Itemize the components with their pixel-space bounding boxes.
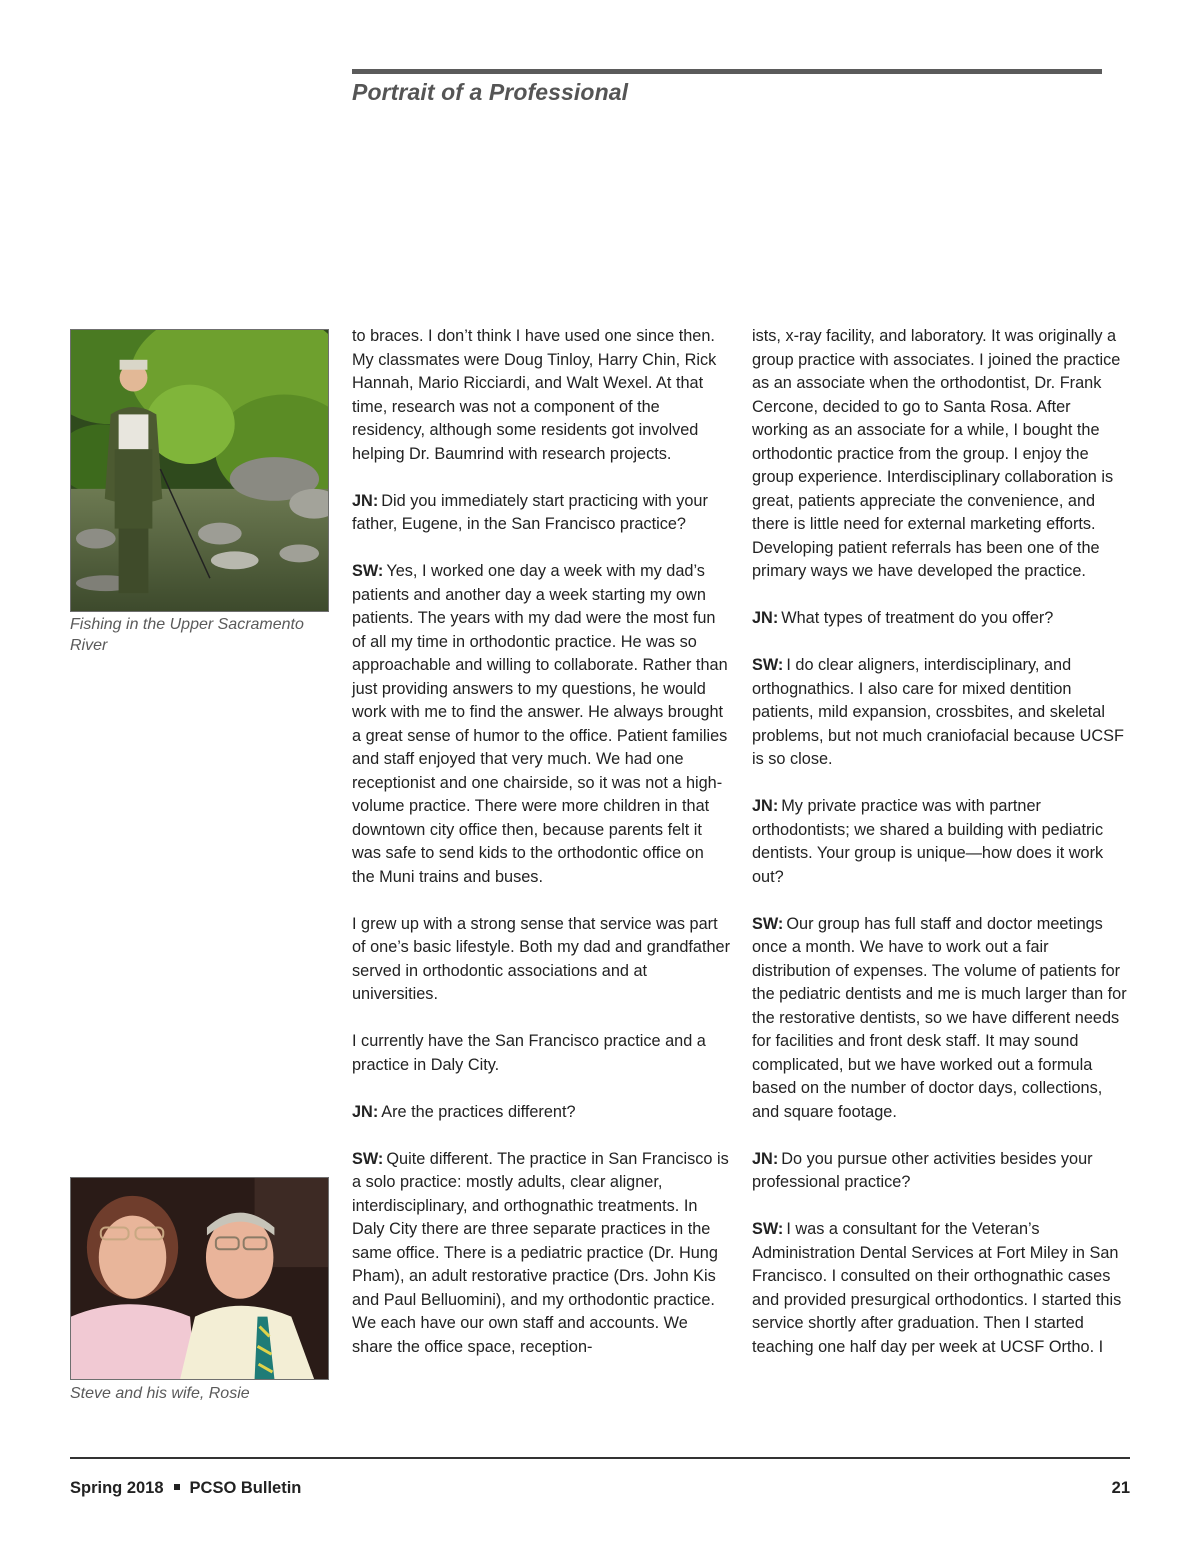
footer-rule — [70, 1457, 1130, 1459]
paragraph — [352, 913, 730, 1007]
paragraph — [752, 325, 1130, 584]
section-title: Portrait of a Professional — [352, 79, 629, 105]
paragraph-text: I grew up with a strong sense that service was part of one’s basic lifestyle. Both my dad and grandfather served in orthodontic associations and at universities. — [352, 914, 731, 1003]
paragraph — [752, 795, 1130, 889]
paragraph — [352, 1101, 730, 1125]
speaker-label: SW: — [752, 914, 784, 933]
couple-photo — [70, 1177, 329, 1380]
paragraph — [752, 654, 1130, 772]
paragraph-text: Quite different. The practice in San Francisco is a solo practice: mostly adults, clear aligner, interdisciplinary, and orthognathic treatments. In Daly City there are three separate practices in the same office. There is a pediatric practice (Dr. Hung Pham), an adult restorative practice (Drs. John Kis and Paul Belluomini), and my orthodontic practice. We each have our own staff and accounts. We share the office space, reception- — [352, 1149, 729, 1356]
speaker-label: JN: — [752, 1149, 779, 1168]
paragraph-text: Yes, I worked one day a week with my dad’s patients and another day a week starting my own patients. The years with my dad were the most fun of all my time in orthodontic practice. He was so approachable and willing to collaborate. Rather than just providing answers to my questions, he would work with me to find the answer. He always brought a great sense of humor to the office. Patient families and staff enjoyed that very much. We had one receptionist and one chairside, so it was not a high-volume practice. There were more children in that downtown city office then, because parents felt it was safe to send kids to the orthodontic office on the Muni trains and buses. — [352, 562, 728, 886]
paragraph-text: I was a consultant for the Veteran’s Administration Dental Services at Fort Miley in San Francisco. I consulted on their orthognathic cases and provided presurgical orthodontics. I started this service shortly after graduation. Then I started teaching one half day per week at UCSF Ortho. I — [752, 1220, 1122, 1356]
footer-issue — [70, 1479, 301, 1498]
paragraph-text: I currently have the San Francisco practice and a practice in Daly City. — [352, 1032, 706, 1074]
couple-photo-caption: Steve and his wife, Rosie — [70, 1385, 250, 1402]
page-number: 21 — [1111, 1479, 1130, 1497]
speaker-label: SW: — [352, 562, 384, 580]
speaker-label: JN: — [752, 797, 779, 815]
footer-issue-date: Spring 2018 — [70, 1479, 164, 1497]
speaker-label: SW: — [352, 1149, 384, 1168]
paragraph — [752, 1148, 1130, 1195]
text-column-2 — [752, 325, 1130, 1383]
text-column-1 — [352, 325, 730, 1383]
speaker-label: SW: — [752, 1220, 784, 1238]
footer-publication: PCSO Bulletin — [189, 1479, 302, 1497]
speaker-label: JN: — [352, 491, 379, 510]
paragraph — [752, 607, 1130, 631]
speaker-label: SW: — [752, 656, 784, 674]
paragraph — [352, 1148, 730, 1360]
paragraph — [352, 1030, 730, 1077]
paragraph-text: ists, x-ray facility, and laboratory. It was originally a group practice with associates. I joined the practice as an associate when the orthodontist, Dr. Frank Cercone, decided to go to Santa Rosa. After working as an associate for a while, I bought the orthodontic practice from the group. I enjoy the group experience. Interdisciplinary collaboration is great, patients appreciate the convenience, and there is little need for external marketing efforts. Developing patient referrals has been one of the primary ways we have developed the practice. — [752, 327, 1121, 580]
paragraph-text: Our group has full staff and doctor meetings once a month. We have to work out a fair distribution of expenses. The volume of patients for the pediatric dentists and me is much larger than for the restorative dentists, so we have different needs for facilities and front desk staff. It may sound complicated, but we have worked out a formula based on the number of doctor days, collections, and square footage. — [752, 914, 1127, 1121]
paragraph-text: What types of treatment do you offer? — [781, 609, 1054, 627]
speaker-label: JN: — [352, 1102, 379, 1121]
paragraph-text: to braces. I don’t think I have used one since then. My classmates were Doug Tinloy, Harry Chin, Rick Hannah, Mario Ricciardi, and Walt Wexel. At that time, research was not a component of the residency, although some residents got involved helping Dr. Baumrind with research projects. — [352, 327, 717, 463]
paragraph — [352, 560, 730, 889]
paragraph — [352, 325, 730, 466]
paragraph — [352, 490, 730, 537]
fishing-photo — [70, 329, 329, 612]
paragraph-text: Did you immediately start practicing with your father, Eugene, in the San Francisco practice? — [352, 491, 708, 533]
speaker-label: JN: — [752, 609, 779, 627]
paragraph-text: My private practice was with partner orthodontists; we shared a building with pediatric dentists. Your group is unique—how does it work out? — [752, 797, 1104, 886]
paragraph-text: Do you pursue other activities besides your professional practice? — [752, 1149, 1093, 1191]
fishing-photo-caption: Fishing in the Upper Sacramento River — [70, 616, 304, 654]
paragraph-text: I do clear aligners, interdisciplinary, and orthognathics. I also care for mixed dentition patients, mild expansion, crossbites, and skeletal problems, but not much craniofacial because UCSF is so close. — [752, 656, 1124, 768]
bullet-separator-icon — [174, 1484, 180, 1490]
paragraph — [752, 1218, 1130, 1359]
paragraph-text: Are the practices different? — [381, 1102, 576, 1121]
top-rule — [352, 69, 1102, 74]
paragraph — [752, 913, 1130, 1125]
